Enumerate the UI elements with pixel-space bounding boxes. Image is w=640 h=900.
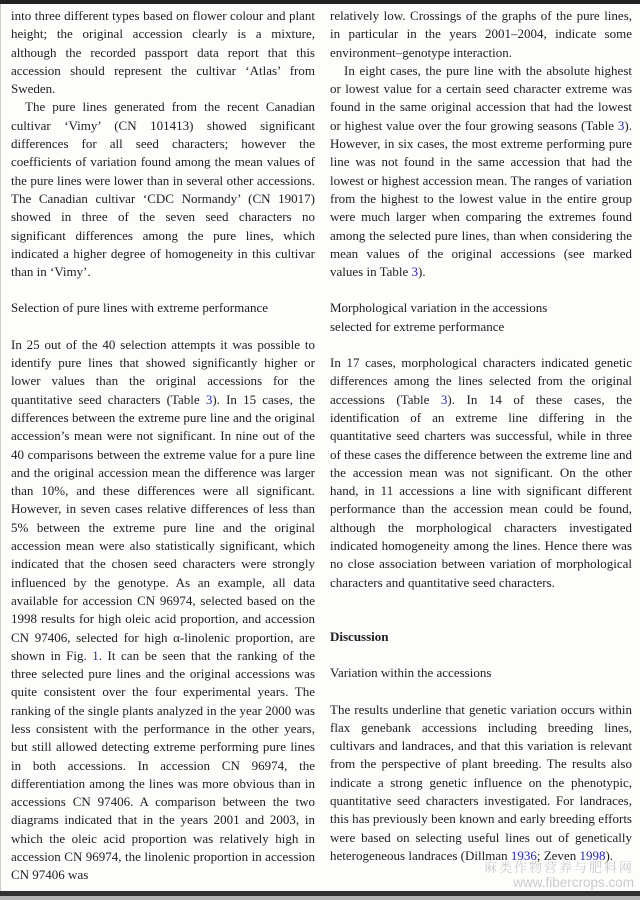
major-heading: [330, 628, 632, 646]
paragraph: [11, 98, 315, 281]
left-column: [11, 7, 315, 885]
section-heading: [330, 299, 632, 336]
paragraph: [330, 701, 632, 866]
text-run: ).: [605, 847, 614, 863]
top-rule: [0, 0, 640, 4]
text-run: ). However, in six cases, the most extreme performing pure line was not found in the same accession that had the lowest or highest accession mean. The ranges of variation from the highest to the lowest value in the entire group were much larger when comparing the extremes found among the selected pure lines, than when considering the mean values of the original accessions (see marked values in Table: [330, 117, 632, 280]
reference-link[interactable]: 1936: [510, 847, 537, 863]
text-run: ; Zeven: [536, 847, 580, 863]
paragraph: [330, 7, 632, 62]
watermark-cjk-text: 麻类作物营养与肥料网: [483, 860, 634, 875]
text-run: The results underline that genetic variation occurs within flax genebank accessions including breeding lines, cultivars and landraces, and that this variation is relevant from the perspective of plant breeding. The results also indicate a strong genetic influence on the phenotypic, quantitative seed characters investigated. For landraces, this has previously been known and early breeding efforts were based on selecting useful lines out of genetically heterogeneous landraces (Dillman: [330, 701, 632, 863]
text-run: ).: [418, 264, 426, 280]
reference-link[interactable]: 1: [92, 647, 99, 663]
paragraph: [11, 336, 315, 885]
text-run: In 17 cases, morphological characters indicated genetic differences among the lines selected from the original accessions (Table: [330, 355, 632, 407]
section-heading: [11, 299, 315, 317]
watermark-url: www.fibercrops.com: [513, 875, 634, 890]
text-run: Selection of pure lines with extreme performance: [11, 300, 269, 316]
text-run: The pure lines generated from the recent Canadian cultivar ‘Vimy’ (CN 101413) showed significant differences for all seed characters; however the coefficients of variation found among the mean values of the pure lines were lower than in several other accessions. The Canadian cultivar ‘CDC Normandy’ (CN 19017) showed in three of the seven seed characters no significant differences among the pure lines, which indicated a higher degree of homogeneity in this cultivar than in ‘Vimy’.: [11, 99, 315, 280]
text-run: Variation within the accessions: [330, 665, 492, 681]
reference-link[interactable]: 3: [205, 391, 213, 407]
text-run: relatively low. Crossings of the graphs of the pure lines, in particular in the years 2001–2004, indicate some environment–genotype interaction.: [330, 8, 632, 60]
text-run: . It can be seen that the ranking of the three selected pure lines and the original accessions was quite consistent over the four experimental years. The ranking of the single plants analyzed in the year 2000 was less consistent with the performance in the other years, but still allowed detecting extreme performing pure lines in both accessions. In accession CN 96974, the differentiation among the lines was more obvious than in accessions CN 97406. A comparison between the two diagrams indicated that in the years 2001 and 2003, in which the oleic acid proportion was relatively high in accession CN 96974, the linolenic proportion in accession CN 97406 was: [11, 647, 315, 883]
reference-link[interactable]: 1998: [579, 847, 606, 863]
scan-edge-line: [0, 4, 1, 891]
bottom-strip: [0, 896, 640, 900]
paragraph: [330, 354, 632, 592]
text-run: ). In 15 cases, the differences between the extreme pure line and the original accession’s mean were not significant. In nine out of the 40 comparisons between the extreme value for a pure line and the original accession mean the difference was larger than 10%, and these differences were all significant. However, in seven cases relative differences of less than 5% between the extreme pure line and the original accession mean were also statistically significant, which indicated that the chosen seed characters were strongly influenced by the genotype. As an example, all data available for accession CN 96974, selected based on the 1998 results for high oleic acid proportion, and accession CN 97406, selected for high α-linolenic proportion, are shown in Fig.: [11, 391, 315, 663]
paragraph: [330, 62, 632, 282]
right-column: [330, 7, 632, 865]
text-run: Morphological variation in the accessions: [330, 300, 548, 316]
reference-link[interactable]: 3: [617, 117, 625, 133]
text-run: into three different types based on flower colour and plant height; the original accession clearly is a mixture, although the recorded passport data report that this accession should represent the cultivar ‘Atlas’ from Sweden.: [11, 8, 315, 97]
reference-link[interactable]: 3: [411, 264, 419, 280]
reference-link[interactable]: 3: [440, 391, 448, 407]
text-run: In eight cases, the pure line with the absolute highest or lowest value for a certain seed character extreme was found in the same original accession that had the lowest or highest value over the four growing seasons (Table: [330, 62, 632, 133]
paragraph: [11, 7, 315, 98]
text-run: Discussion: [330, 628, 389, 644]
section-heading: [330, 664, 632, 682]
text-run: ). In 14 of these cases, the identification of an extreme line differing in the quantitative seed charters was successful, while in three of these cases the difference between the extreme line and the accession mean was not significant. On the other hand, in 11 accessions a line with significant different performance than the accession mean could be found, although the morphological characters investigated indicated homogeneity among the lines. Hence there was no close association between variation of morphological characters and quantitative seed characters.: [330, 391, 633, 590]
text-run: In 25 out of the 40 selection attempts it was possible to identify pure lines that showed significantly higher or lower values than the original accessions for the quantitative seed characters (Table: [11, 336, 315, 407]
text-run: selected for extreme performance: [330, 318, 505, 334]
